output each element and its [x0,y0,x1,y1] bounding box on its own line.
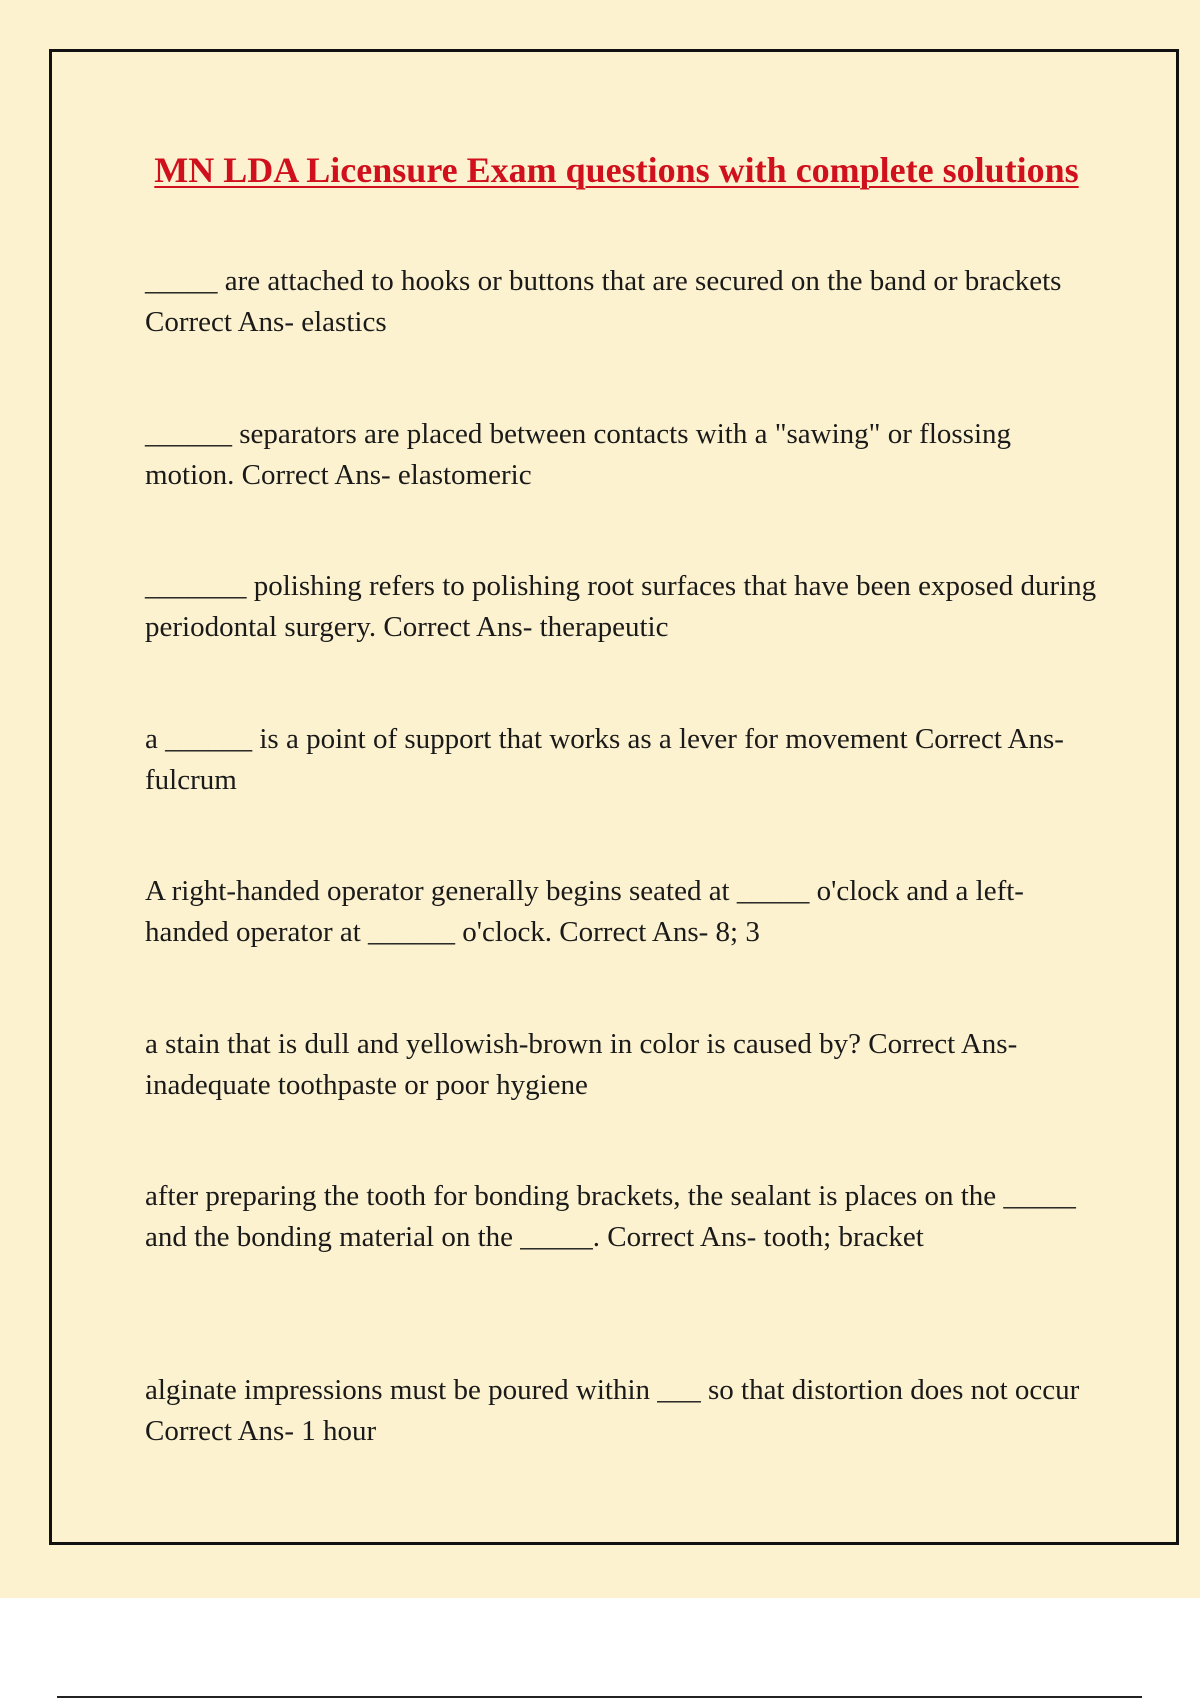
question-item-8: alginate impressions must be poured within ___ so that distortion does not occur Correct Ans- 1 hour [145,1374,1080,1447]
question-item-7: after preparing the tooth for bonding brackets, the sealant is places on the _____ and the bonding material on the _____. Correct Ans- tooth; bracket [145,1180,1076,1253]
footer-divider [57,1696,1142,1698]
question-item-5: A right-handed operator generally begins seated at _____ o'clock and a left-handed operator at ______ o'clock. Correct Ans- 8; 3 [145,875,1024,948]
question-item-6: a stain that is dull and yellowish-brown in color is caused by? Correct Ans- inadequate toothpaste or poor hygiene [145,1028,1018,1101]
question-item-4: a ______ is a point of support that works as a lever for movement Correct Ans- fulcrum [145,723,1064,796]
document-title: MN LDA Licensure Exam questions with complete solutions [154,150,1079,190]
question-item-2: ______ separators are placed between contacts with a "sawing" or flossing motion. Correct Ans- elastomeric [145,418,1012,491]
question-item-1: _____ are attached to hooks or buttons that are secured on the band or brackets Correct Ans- elastics [145,265,1062,338]
question-item-3: _______ polishing refers to polishing root surfaces that have been exposed during periodontal surgery. Correct Ans- therapeutic [145,570,1097,643]
